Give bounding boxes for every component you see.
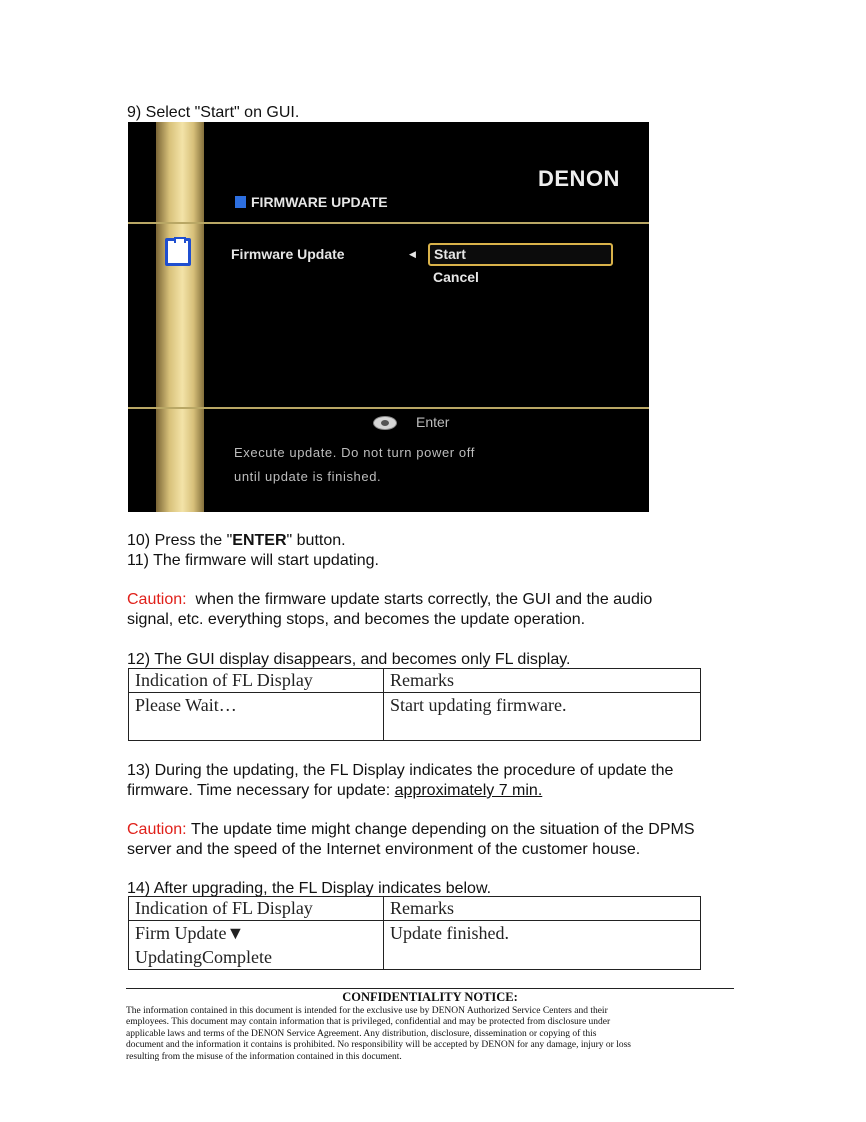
step-14-text: 14) After upgrading, the FL Display indicates below.	[127, 880, 492, 897]
caution-2-line-2: server and the speed of the Internet environment of the customer house.	[127, 841, 641, 858]
gui-side-strip	[156, 122, 204, 512]
confidentiality-line-3: applicable laws and terms of the DENON Service Agreement. Any distribution, disclosure, dissemination or copying of this	[126, 1028, 597, 1039]
confidentiality-text	[126, 1006, 736, 1063]
table-2-indication-line-1: Firm Update▼	[135, 923, 245, 943]
gui-section-square-icon	[235, 196, 246, 208]
gui-message-line-1: Execute update. Do not turn power off	[234, 445, 475, 460]
table-2-header-indication: Indication of FL Display	[129, 897, 384, 921]
step-10-text	[127, 531, 346, 551]
caution-2-text-1: The update time might change depending on the situation of the DPMS	[191, 821, 695, 838]
gui-enter-button-icon	[373, 416, 397, 430]
gui-option-cancel[interactable]: Cancel	[433, 269, 479, 285]
gui-menu-clipboard-icon	[165, 238, 191, 266]
step-13-line-1: 13) During the updating, the FL Display indicates the procedure of update the	[127, 762, 674, 779]
gui-left-arrow-icon: ◀	[409, 249, 416, 259]
table-1-header-remarks: Remarks	[384, 669, 701, 693]
confidentiality-title: CONFIDENTIALITY NOTICE:	[342, 990, 518, 1004]
step-11-text: 11) The firmware will start updating.	[127, 552, 379, 569]
table-2-indication-line-2: UpdatingComplete	[135, 947, 272, 967]
table-1-header-indication: Indication of FL Display	[129, 669, 384, 693]
table-1-cell-indication: Please Wait…	[129, 693, 384, 741]
gui-section-title: FIRMWARE UPDATE	[251, 194, 388, 210]
confidentiality-line-5: resulting from the misuse of the information contained in this document.	[126, 1051, 402, 1062]
step-13-line-2	[127, 781, 542, 801]
gui-item-label: Firmware Update	[231, 246, 345, 262]
fl-display-table-1	[128, 668, 701, 741]
step-10-button-name: ENTER	[232, 532, 287, 549]
table-2-header-remarks: Remarks	[384, 897, 701, 921]
gui-brand-logo: DENON	[538, 166, 620, 191]
gui-option-start[interactable]: Start	[428, 243, 613, 266]
confidentiality-line-1: The information contained in this document is intended for the exclusive use by DENON Authorized Service Centers and their	[126, 1006, 608, 1016]
fl-display-table-2	[128, 896, 701, 970]
gui-enter-label: Enter	[416, 414, 450, 430]
step-12-text: 12) The GUI display disappears, and becomes only FL display.	[127, 651, 571, 668]
step-10-prefix: 10) Press the "	[127, 532, 233, 549]
table-1-cell-remarks: Start updating firmware.	[384, 693, 701, 741]
table-2-cell-remarks: Update finished.	[384, 921, 701, 970]
gui-message-line-2: until update is finished.	[234, 469, 382, 484]
caution-2-label: Caution:	[127, 821, 187, 838]
caution-1-line-1	[127, 590, 652, 610]
caution-1-text-1: when the firmware update starts correctly, the GUI and the audio	[195, 591, 653, 608]
gui-screenshot	[128, 122, 649, 512]
step-13-prefix: firmware. Time necessary for update:	[127, 782, 395, 799]
caution-1-label: Caution:	[127, 591, 187, 608]
step-10-suffix: " button.	[286, 532, 346, 549]
step-13-duration: approximately 7 min.	[394, 782, 543, 799]
caution-2-line-1	[127, 820, 694, 840]
confidentiality-line-4: document and the information it contains is prohibited. No responsibility will be accepted by DENON for any damage, injury or loss	[126, 1040, 631, 1051]
gui-divider-bottom	[128, 407, 649, 409]
table-2-cell-indication	[129, 921, 384, 970]
step-9-text: 9) Select "Start" on GUI.	[127, 104, 300, 121]
caution-1-line-2: signal, etc. everything stops, and becomes the update operation.	[127, 611, 586, 628]
gui-message	[234, 441, 475, 489]
confidentiality-line-2: employees. This document may contain information that is privileged, confidential and may be protected from disclosure under	[126, 1017, 611, 1028]
notice-divider	[126, 988, 734, 989]
gui-divider-top	[128, 222, 649, 224]
